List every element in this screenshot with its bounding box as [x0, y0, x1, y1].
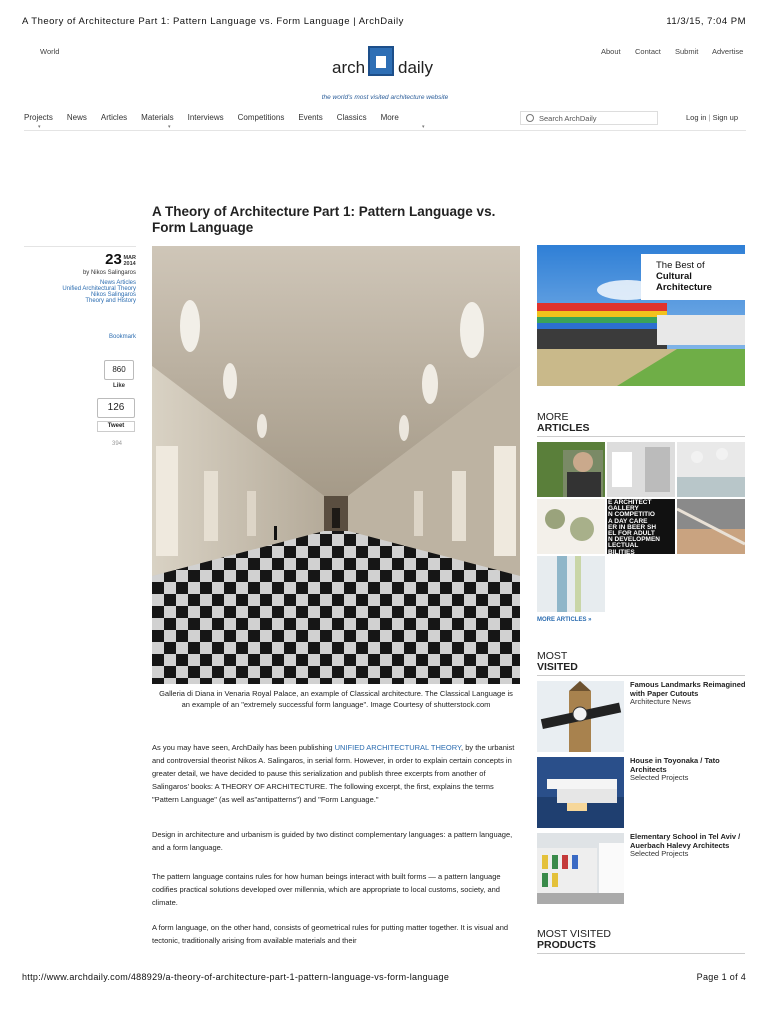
nav-divider [24, 130, 746, 131]
item-category: Architecture News [630, 697, 691, 706]
tag-nikos[interactable]: Nikos Salingaros [90, 292, 136, 298]
paragraph-2: Design in architecture and urbanism is guided by two distinct complementary languages: a pattern language, and a form language. [152, 830, 513, 852]
more-articles-grid [537, 442, 745, 612]
image-caption: Galleria di Diana in Venaria Royal Palace, an example of Classical architecture. The Classical Language is an example of an "extremely successful form language". Image Courtesy of shutterstock.com [159, 689, 513, 709]
page-url: http://www.archdaily.com/488929/a-theory-of-architecture-part-1-pattern-language-vs-form-language [22, 972, 450, 982]
nav-projects[interactable]: Projects [24, 113, 53, 122]
about-link[interactable]: About [601, 47, 621, 56]
nav-events[interactable]: Events [298, 113, 323, 122]
item-category: Selected Projects [630, 773, 689, 782]
date-year: 2014 [123, 261, 136, 267]
login-link[interactable]: Log in [686, 113, 707, 122]
nav-more[interactable]: More [380, 113, 399, 122]
submit-link[interactable]: Submit [675, 47, 699, 56]
article-thumb-1[interactable] [537, 442, 605, 497]
like-button[interactable]: Like [112, 383, 125, 389]
more-articles-heading: MORE ARTICLES [537, 411, 590, 434]
print-header [22, 16, 746, 27]
tweet-count-bubble: 126 [97, 398, 135, 418]
advertise-link[interactable]: Advertise [712, 47, 744, 56]
print-timestamp: 11/3/15, 7:04 PM [666, 16, 746, 27]
competition-thumb-text[interactable]: E ARCHITECT GALLERY N COMPETITIO A DAY CARE ER IN BEER SH EL FOR ADULT N DEVELOPMEN LECTUAL BILITIES [607, 499, 675, 554]
nav-materials[interactable]: Materials [141, 113, 174, 122]
paragraph-4: A form language, on the other hand, consists of geometrical rules for putting matter together. It is visual and tectonic, traditionally arising from available materials and their [152, 923, 509, 945]
item-title: House in Toyonaka / Tato Architects [630, 756, 720, 774]
more-articles-link[interactable]: MORE ARTICLES » [537, 617, 592, 623]
most-visited-products-heading: MOST VISITED PRODUCTS [537, 928, 611, 951]
account-links: Log in | Sign up [686, 113, 739, 122]
article-thumb-2[interactable] [607, 442, 675, 497]
edition-link[interactable]: World [40, 47, 60, 56]
paragraph-3: The pattern language contains rules for how human beings interact with built forms — a pattern language codifies practical solutions developed over millennia, which are appropriate to local customs, society, and climate. [152, 872, 501, 907]
item-category: Selected Projects [630, 849, 689, 858]
article-thumb-6[interactable] [677, 499, 745, 554]
house-toyonaka-thumb [537, 757, 624, 828]
tag-links[interactable]: News Articles [99, 280, 136, 286]
main-nav [24, 113, 413, 122]
date-day: 23 [105, 251, 122, 268]
most-visited-item[interactable] [537, 833, 747, 905]
search-placeholder: Search ArchDaily [539, 114, 597, 123]
nav-articles[interactable]: Articles [100, 113, 128, 122]
contact-link[interactable]: Contact [635, 47, 661, 56]
divider [537, 953, 745, 954]
item-title: Elementary School in Tel Aviv / Auerbach Halevy Architects [630, 832, 741, 850]
article-thumb-7[interactable] [537, 556, 605, 612]
divider [537, 436, 745, 437]
school-tel-aviv-thumb [537, 833, 624, 904]
big-ben-thumb [537, 681, 624, 752]
unified-theory-link[interactable]: UNIFIED ARCHITECTURAL THEORY [334, 743, 462, 752]
archdaily-logo[interactable] [332, 44, 442, 94]
byline: by Nikos Salingaros [82, 270, 136, 276]
p1-start: As you may have seen, ArchDaily has been publishing [152, 743, 335, 752]
tagline: the world's most visited architecture website [321, 94, 449, 101]
article-thumb-3[interactable] [677, 442, 745, 497]
nav-news[interactable]: News [66, 113, 87, 122]
bookmark-link[interactable]: Bookmark [108, 334, 136, 340]
nav-competitions[interactable]: Competitions [237, 113, 285, 122]
logo-arch-text: arch [332, 58, 366, 77]
plus-count: 394 [112, 441, 123, 447]
tweet-button[interactable]: Tweet [97, 421, 135, 432]
search-icon [526, 114, 534, 122]
materials-chevron-icon: ▾ [168, 124, 171, 130]
date-month: MAR [123, 255, 136, 261]
signup-link[interactable]: Sign up [712, 113, 739, 122]
projects-chevron-icon: ▾ [38, 124, 41, 130]
ad-label-box [641, 254, 745, 300]
most-visited-list [537, 681, 747, 881]
ad-line-1: The Best of [656, 260, 705, 271]
tag-unified-theory[interactable]: Unified Architectural Theory [62, 286, 136, 292]
ad-line-3: Architecture [656, 282, 712, 293]
print-title: A Theory of Architecture Part 1: Pattern Language vs. Form Language | ArchDaily [22, 16, 404, 27]
p1-end: , by the urbanist and controversial theorist Nikos A. Salingaros, in serial form. However, in order to explain certain concepts in greater detail, we have decided to pause this serialization and publish three excerpts from another of Salingaros’ books: A THEORY OF ARCHITECTURE. The following excerpt, the first, explains the terms "Pattern Language" (as well as"antipatterns") and "Form Language." [152, 743, 515, 804]
most-visited-item[interactable] [537, 681, 747, 753]
article-thumb-4[interactable] [537, 499, 605, 554]
nav-interviews[interactable]: Interviews [187, 113, 224, 122]
tag-theory-history[interactable]: Theory and History [85, 298, 136, 304]
nav-classics[interactable]: Classics [336, 113, 367, 122]
most-visited-heading: MOST VISITED [537, 650, 578, 673]
logo-cube-icon [368, 46, 394, 76]
paragraph-1 [152, 741, 520, 806]
article-meta [24, 246, 136, 340]
more-chevron-icon: ▾ [422, 124, 425, 130]
divider [537, 675, 745, 676]
most-visited-item[interactable] [537, 757, 747, 829]
ad-line-2: Cultural [656, 271, 692, 282]
print-footer [22, 972, 746, 982]
item-title: Famous Landmarks Reimagined with Paper Cutouts [630, 680, 746, 698]
logo-daily-text: daily [398, 58, 433, 77]
search-input[interactable] [520, 111, 658, 125]
page-number: Page 1 of 4 [696, 972, 746, 982]
like-count-bubble: 860 [104, 360, 134, 380]
article-title: A Theory of Architecture Part 1: Pattern Language vs. Form Language [152, 204, 496, 235]
hero-image-galleria [152, 246, 520, 684]
